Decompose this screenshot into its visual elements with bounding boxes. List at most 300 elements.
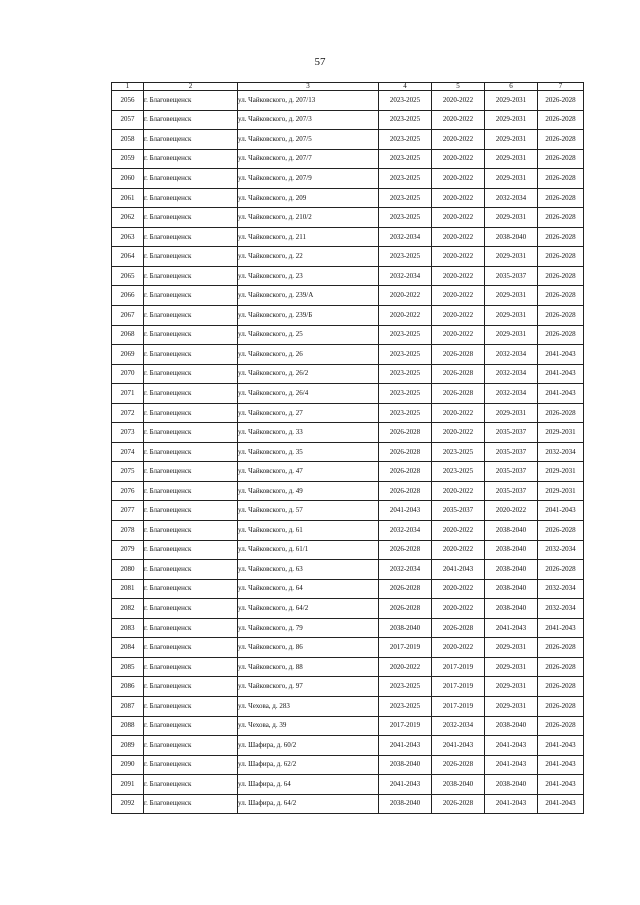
page-number: 57 [314,56,326,68]
period-cell-7: 2041-2043 [538,384,584,404]
period-cell-4: 2023-2025 [379,364,432,384]
address-cell: ул. Чехова, д. 283 [238,696,379,716]
period-cell-6: 2029-2031 [485,286,538,306]
table-row [112,266,584,286]
address-cell: ул. Чайковского, д. 209 [238,188,379,208]
city-cell: г. Благовещенск [144,91,238,111]
period-cell-7: 2032-2034 [538,579,584,599]
table-row [112,521,584,541]
address-cell: ул. Шафира, д. 62/2 [238,755,379,775]
address-cell: ул. Чайковского, д. 26/2 [238,364,379,384]
city-cell: г. Благовещенск [144,110,238,130]
table-body [112,91,584,814]
period-cell-6: 2032-2034 [485,384,538,404]
table-row [112,794,584,814]
address-cell: ул. Чайковского, д. 207/9 [238,169,379,189]
city-cell: г. Благовещенск [144,325,238,345]
address-cell: ул. Чайковского, д. 64 [238,579,379,599]
period-cell-4: 2032-2034 [379,266,432,286]
city-cell: г. Благовещенск [144,208,238,228]
period-cell-4: 2023-2025 [379,169,432,189]
row-number: 2091 [112,775,144,795]
period-cell-5: 2020-2022 [432,110,485,130]
column-number-5: 5 [432,83,485,91]
period-cell-6: 2041-2043 [485,736,538,756]
table-row [112,638,584,658]
period-cell-4: 2020-2022 [379,657,432,677]
period-cell-7: 2026-2028 [538,91,584,111]
address-cell: ул. Чайковского, д. 239/Б [238,306,379,326]
period-cell-7: 2032-2034 [538,540,584,560]
period-cell-4: 2020-2022 [379,286,432,306]
period-cell-4: 2032-2034 [379,560,432,580]
period-cell-6: 2029-2031 [485,91,538,111]
period-cell-7: 2026-2028 [538,677,584,697]
period-cell-5: 2026-2028 [432,618,485,638]
period-cell-4: 2023-2025 [379,325,432,345]
table-row [112,599,584,619]
row-number: 2058 [112,130,144,150]
period-cell-5: 2020-2022 [432,403,485,423]
row-number: 2069 [112,345,144,365]
period-cell-6: 2038-2040 [485,775,538,795]
period-cell-4: 2023-2025 [379,384,432,404]
period-cell-7: 2032-2034 [538,599,584,619]
address-cell: ул. Шафира, д. 64 [238,775,379,795]
period-cell-7: 2026-2028 [538,657,584,677]
city-cell: г. Благовещенск [144,657,238,677]
row-number: 2063 [112,227,144,247]
row-number: 2068 [112,325,144,345]
table-row [112,560,584,580]
table-header [112,83,584,91]
address-cell: ул. Чайковского, д. 239/А [238,286,379,306]
table-row [112,677,584,697]
city-cell: г. Благовещенск [144,481,238,501]
period-cell-5: 2017-2019 [432,677,485,697]
period-cell-5: 2020-2022 [432,638,485,658]
city-cell: г. Благовещенск [144,794,238,814]
row-number: 2084 [112,638,144,658]
period-cell-7: 2029-2031 [538,462,584,482]
period-cell-4: 2041-2043 [379,775,432,795]
address-cell: ул. Чайковского, д. 47 [238,462,379,482]
period-cell-6: 2029-2031 [485,130,538,150]
address-cell: ул. Чайковского, д. 210/2 [238,208,379,228]
period-cell-7: 2041-2043 [538,755,584,775]
city-cell: г. Благовещенск [144,227,238,247]
address-cell: ул. Чайковского, д. 63 [238,560,379,580]
period-cell-4: 2041-2043 [379,736,432,756]
row-number: 2061 [112,188,144,208]
period-cell-6: 2032-2034 [485,345,538,365]
period-cell-6: 2041-2043 [485,618,538,638]
period-cell-6: 2038-2040 [485,599,538,619]
period-cell-4: 2023-2025 [379,130,432,150]
row-number: 2070 [112,364,144,384]
city-cell: г. Благовещенск [144,306,238,326]
period-cell-5: 2020-2022 [432,423,485,443]
period-cell-5: 2020-2022 [432,579,485,599]
column-number-4: 4 [379,83,432,91]
row-number: 2088 [112,716,144,736]
row-number: 2059 [112,149,144,169]
city-cell: г. Благовещенск [144,677,238,697]
period-cell-7: 2041-2043 [538,501,584,521]
period-cell-4: 2023-2025 [379,247,432,267]
row-number: 2083 [112,618,144,638]
period-cell-4: 2026-2028 [379,599,432,619]
address-cell: ул. Чайковского, д. 35 [238,442,379,462]
period-cell-6: 2020-2022 [485,501,538,521]
period-cell-5: 2041-2043 [432,560,485,580]
period-cell-7: 2026-2028 [538,169,584,189]
table-row [112,188,584,208]
row-number: 2062 [112,208,144,228]
row-number: 2081 [112,579,144,599]
table-row [112,169,584,189]
period-cell-7: 2041-2043 [538,364,584,384]
period-cell-6: 2038-2040 [485,716,538,736]
period-cell-4: 2038-2040 [379,618,432,638]
period-cell-4: 2026-2028 [379,423,432,443]
period-cell-6: 2038-2040 [485,521,538,541]
period-cell-4: 2023-2025 [379,149,432,169]
address-cell: ул. Чайковского, д. 23 [238,266,379,286]
row-number: 2089 [112,736,144,756]
table-row [112,618,584,638]
address-cell: ул. Чайковского, д. 57 [238,501,379,521]
period-cell-4: 2017-2019 [379,716,432,736]
period-cell-4: 2038-2040 [379,794,432,814]
city-cell: г. Благовещенск [144,579,238,599]
city-cell: г. Благовещенск [144,130,238,150]
period-cell-5: 2023-2025 [432,462,485,482]
period-cell-6: 2029-2031 [485,169,538,189]
period-cell-6: 2029-2031 [485,638,538,658]
address-cell: ул. Чайковского, д. 207/3 [238,110,379,130]
period-cell-7: 2029-2031 [538,423,584,443]
city-cell: г. Благовещенск [144,188,238,208]
period-cell-4: 2026-2028 [379,540,432,560]
city-cell: г. Благовещенск [144,149,238,169]
period-cell-6: 2029-2031 [485,696,538,716]
row-number: 2073 [112,423,144,443]
period-cell-7: 2041-2043 [538,775,584,795]
row-number: 2090 [112,755,144,775]
address-cell: ул. Чайковского, д. 79 [238,618,379,638]
period-cell-5: 2032-2034 [432,716,485,736]
period-cell-5: 2026-2028 [432,755,485,775]
period-cell-7: 2041-2043 [538,345,584,365]
period-cell-4: 2023-2025 [379,91,432,111]
period-cell-4: 2023-2025 [379,403,432,423]
city-cell: г. Благовещенск [144,736,238,756]
table-row [112,423,584,443]
address-cell: ул. Чайковского, д. 26/4 [238,384,379,404]
table-row [112,345,584,365]
address-cell: ул. Чайковского, д. 88 [238,657,379,677]
city-cell: г. Благовещенск [144,169,238,189]
period-cell-6: 2038-2040 [485,560,538,580]
period-cell-5: 2020-2022 [432,208,485,228]
period-cell-4: 2026-2028 [379,462,432,482]
period-cell-5: 2020-2022 [432,227,485,247]
address-cell: ул. Чайковского, д. 97 [238,677,379,697]
period-cell-4: 2041-2043 [379,501,432,521]
registry-table [111,82,584,814]
address-cell: ул. Чайковского, д. 211 [238,227,379,247]
city-cell: г. Благовещенск [144,540,238,560]
city-cell: г. Благовещенск [144,247,238,267]
period-cell-5: 2020-2022 [432,286,485,306]
city-cell: г. Благовещенск [144,560,238,580]
address-cell: ул. Чайковского, д. 25 [238,325,379,345]
city-cell: г. Благовещенск [144,599,238,619]
period-cell-7: 2026-2028 [538,227,584,247]
table-row [112,325,584,345]
period-cell-7: 2026-2028 [538,696,584,716]
address-cell: ул. Шафира, д. 64/2 [238,794,379,814]
row-number: 2075 [112,462,144,482]
period-cell-4: 2038-2040 [379,755,432,775]
period-cell-4: 2026-2028 [379,442,432,462]
period-cell-7: 2041-2043 [538,618,584,638]
period-cell-5: 2020-2022 [432,91,485,111]
address-cell: ул. Чайковского, д. 86 [238,638,379,658]
period-cell-7: 2026-2028 [538,638,584,658]
address-cell: ул. Чайковского, д. 207/7 [238,149,379,169]
address-cell: ул. Чайковского, д. 22 [238,247,379,267]
table-row [112,91,584,111]
period-cell-6: 2035-2037 [485,481,538,501]
period-cell-6: 2029-2031 [485,325,538,345]
period-cell-4: 2023-2025 [379,677,432,697]
period-cell-5: 2020-2022 [432,247,485,267]
address-cell: ул. Чайковского, д. 26 [238,345,379,365]
period-cell-4: 2026-2028 [379,481,432,501]
row-number: 2080 [112,560,144,580]
period-cell-7: 2026-2028 [538,266,584,286]
period-cell-5: 2026-2028 [432,364,485,384]
row-number: 2079 [112,540,144,560]
column-number-7: 7 [538,83,584,91]
city-cell: г. Благовещенск [144,501,238,521]
period-cell-5: 2020-2022 [432,130,485,150]
address-cell: ул. Чехова, д. 39 [238,716,379,736]
column-number-3: 3 [238,83,379,91]
period-cell-4: 2032-2034 [379,227,432,247]
table-row [112,716,584,736]
column-number-2: 2 [144,83,238,91]
city-cell: г. Благовещенск [144,521,238,541]
city-cell: г. Благовещенск [144,345,238,365]
column-number-6: 6 [485,83,538,91]
period-cell-6: 2038-2040 [485,540,538,560]
period-cell-7: 2032-2034 [538,442,584,462]
row-number: 2071 [112,384,144,404]
period-cell-6: 2029-2031 [485,306,538,326]
period-cell-6: 2029-2031 [485,657,538,677]
table-row [112,540,584,560]
city-cell: г. Благовещенск [144,403,238,423]
period-cell-4: 2026-2028 [379,579,432,599]
period-cell-4: 2023-2025 [379,208,432,228]
address-cell: ул. Чайковского, д. 61 [238,521,379,541]
period-cell-5: 2020-2022 [432,540,485,560]
period-cell-7: 2026-2028 [538,306,584,326]
table-row [112,442,584,462]
address-cell: ул. Чайковского, д. 64/2 [238,599,379,619]
period-cell-7: 2026-2028 [538,110,584,130]
period-cell-6: 2038-2040 [485,227,538,247]
period-cell-4: 2023-2025 [379,188,432,208]
period-cell-5: 2038-2040 [432,775,485,795]
address-cell: ул. Шафира, д. 60/2 [238,736,379,756]
city-cell: г. Благовещенск [144,638,238,658]
row-number: 2060 [112,169,144,189]
period-cell-6: 2029-2031 [485,110,538,130]
period-cell-7: 2026-2028 [538,716,584,736]
city-cell: г. Благовещенск [144,364,238,384]
period-cell-5: 2020-2022 [432,599,485,619]
period-cell-4: 2020-2022 [379,306,432,326]
period-cell-7: 2026-2028 [538,286,584,306]
table-row [112,481,584,501]
header-row [112,83,584,91]
period-cell-4: 2023-2025 [379,345,432,365]
city-cell: г. Благовещенск [144,286,238,306]
table-row [112,384,584,404]
period-cell-4: 2032-2034 [379,521,432,541]
period-cell-5: 2017-2019 [432,696,485,716]
period-cell-6: 2035-2037 [485,442,538,462]
period-cell-5: 2020-2022 [432,169,485,189]
address-cell: ул. Чайковского, д. 207/13 [238,91,379,111]
period-cell-6: 2029-2031 [485,208,538,228]
period-cell-5: 2035-2037 [432,501,485,521]
row-number: 2086 [112,677,144,697]
address-cell: ул. Чайковского, д. 49 [238,481,379,501]
table-row [112,657,584,677]
period-cell-5: 2020-2022 [432,325,485,345]
row-number: 2078 [112,521,144,541]
row-number: 2057 [112,110,144,130]
period-cell-7: 2026-2028 [538,208,584,228]
table-row [112,736,584,756]
table-row [112,755,584,775]
table-row [112,696,584,716]
period-cell-5: 2026-2028 [432,384,485,404]
column-number-1: 1 [112,83,144,91]
period-cell-7: 2041-2043 [538,794,584,814]
period-cell-7: 2026-2028 [538,247,584,267]
row-number: 2076 [112,481,144,501]
period-cell-5: 2026-2028 [432,794,485,814]
period-cell-6: 2029-2031 [485,247,538,267]
row-number: 2077 [112,501,144,521]
row-number: 2065 [112,266,144,286]
period-cell-5: 2026-2028 [432,345,485,365]
period-cell-7: 2026-2028 [538,130,584,150]
period-cell-6: 2035-2037 [485,423,538,443]
table-row [112,775,584,795]
city-cell: г. Благовещенск [144,618,238,638]
period-cell-7: 2026-2028 [538,325,584,345]
row-number: 2067 [112,306,144,326]
row-number: 2064 [112,247,144,267]
period-cell-7: 2026-2028 [538,403,584,423]
row-number: 2082 [112,599,144,619]
row-number: 2087 [112,696,144,716]
period-cell-6: 2029-2031 [485,403,538,423]
period-cell-7: 2026-2028 [538,521,584,541]
period-cell-7: 2029-2031 [538,481,584,501]
city-cell: г. Благовещенск [144,755,238,775]
period-cell-7: 2041-2043 [538,736,584,756]
table-row [112,110,584,130]
address-cell: ул. Чайковского, д. 27 [238,403,379,423]
row-number: 2085 [112,657,144,677]
period-cell-6: 2035-2037 [485,462,538,482]
period-cell-6: 2029-2031 [485,149,538,169]
address-cell: ул. Чайковского, д. 33 [238,423,379,443]
period-cell-6: 2029-2031 [485,677,538,697]
table-row [112,462,584,482]
period-cell-6: 2035-2037 [485,266,538,286]
table-row [112,208,584,228]
period-cell-5: 2020-2022 [432,521,485,541]
city-cell: г. Благовещенск [144,442,238,462]
period-cell-5: 2041-2043 [432,736,485,756]
period-cell-6: 2032-2034 [485,188,538,208]
table-row [112,149,584,169]
period-cell-7: 2026-2028 [538,560,584,580]
table-row [112,130,584,150]
city-cell: г. Благовещенск [144,384,238,404]
city-cell: г. Благовещенск [144,696,238,716]
table-row [112,364,584,384]
address-cell: ул. Чайковского, д. 61/1 [238,540,379,560]
table-row [112,579,584,599]
address-cell: ул. Чайковского, д. 207/5 [238,130,379,150]
period-cell-7: 2026-2028 [538,188,584,208]
city-cell: г. Благовещенск [144,775,238,795]
row-number: 2056 [112,91,144,111]
period-cell-6: 2038-2040 [485,579,538,599]
table-row [112,286,584,306]
table-row [112,403,584,423]
row-number: 2092 [112,794,144,814]
period-cell-6: 2032-2034 [485,364,538,384]
table-row [112,501,584,521]
period-cell-4: 2017-2019 [379,638,432,658]
period-cell-5: 2020-2022 [432,481,485,501]
period-cell-6: 2041-2043 [485,755,538,775]
period-cell-5: 2020-2022 [432,266,485,286]
period-cell-6: 2041-2043 [485,794,538,814]
table-row [112,306,584,326]
period-cell-5: 2020-2022 [432,306,485,326]
city-cell: г. Благовещенск [144,266,238,286]
table-row [112,227,584,247]
city-cell: г. Благовещенск [144,716,238,736]
table-row [112,247,584,267]
city-cell: г. Благовещенск [144,462,238,482]
period-cell-5: 2020-2022 [432,188,485,208]
city-cell: г. Благовещенск [144,423,238,443]
period-cell-5: 2020-2022 [432,149,485,169]
